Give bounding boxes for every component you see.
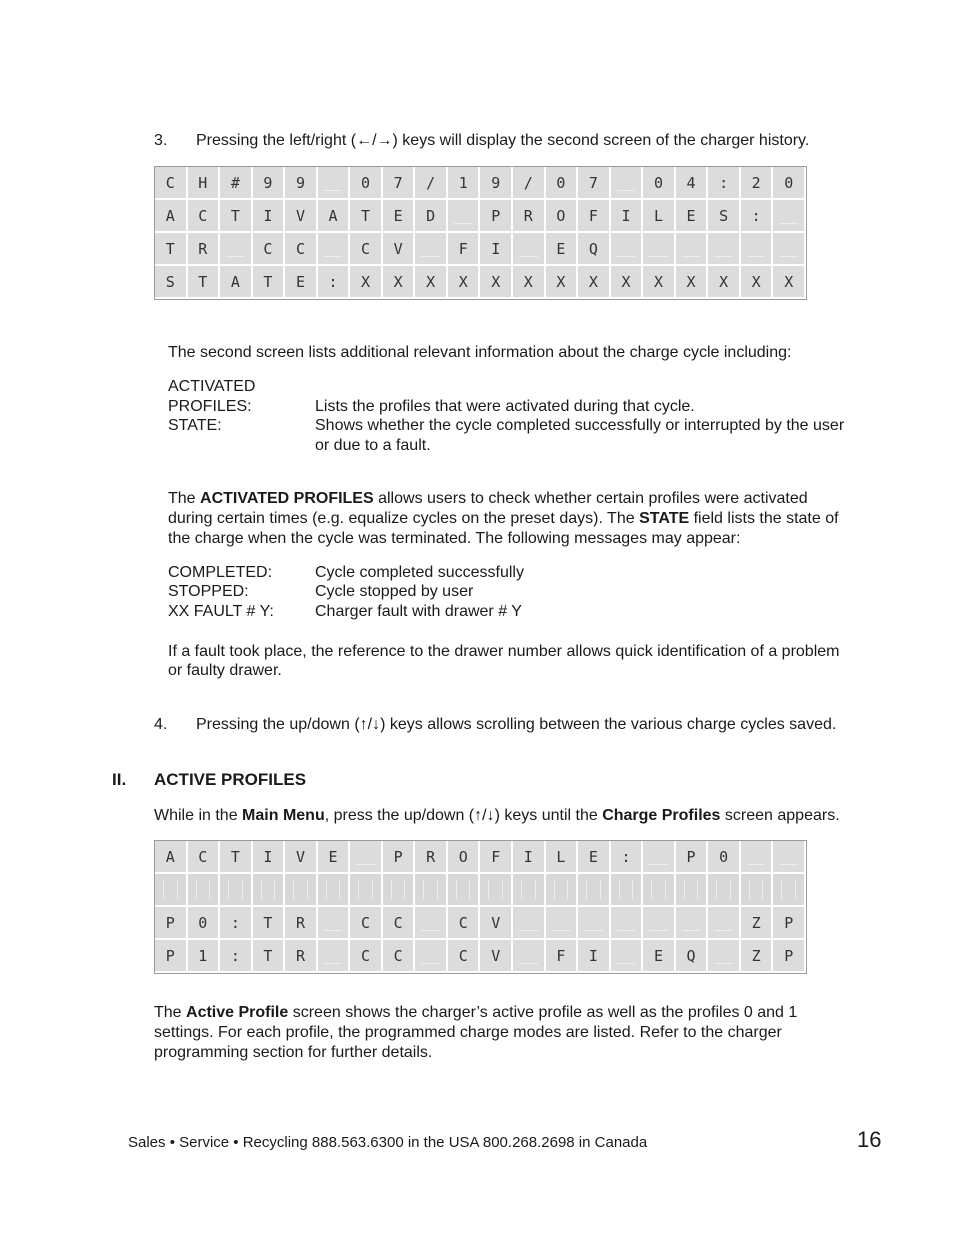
lcd-cell: A <box>155 200 188 233</box>
fault-para-line2: or faulty drawer. <box>168 662 282 679</box>
lcd-cell <box>611 874 644 907</box>
lcd-cell <box>578 907 611 940</box>
item-3-number: 3. <box>154 132 168 149</box>
def-term-profiles: PROFILES: <box>168 398 252 415</box>
state-term-stopped: STOPPED: <box>168 583 249 600</box>
lcd-cell: X <box>611 266 644 299</box>
activated-para-line2: during certain times (e.g. equalize cycles on the preset days). The STATE field lists the state of <box>168 510 839 527</box>
lcd-cell: 2 <box>741 167 774 200</box>
lcd-cell <box>741 233 774 266</box>
lcd-cell: 9 <box>253 167 286 200</box>
lcd-cell: P <box>676 841 709 874</box>
lcd-cell: T <box>155 233 188 266</box>
lcd-cell: : <box>220 907 253 940</box>
lcd-cell: V <box>285 200 318 233</box>
lcd-cell: P <box>773 907 806 940</box>
def-desc-profiles: Lists the profiles that were activated during that cycle. <box>315 398 695 415</box>
lcd-cell: T <box>253 907 286 940</box>
lcd-cell <box>318 940 351 973</box>
lcd-cell <box>611 233 644 266</box>
lcd-cell: 0 <box>350 167 383 200</box>
lcd-cell <box>513 233 546 266</box>
lcd-cell: C <box>188 200 221 233</box>
lcd-cell: Q <box>676 940 709 973</box>
lcd-cell: T <box>188 266 221 299</box>
item-4-number: 4. <box>154 716 168 733</box>
lcd-cell: : <box>318 266 351 299</box>
lcd-cell: C <box>188 841 221 874</box>
lcd-cell: F <box>448 233 481 266</box>
lcd-cell: C <box>350 233 383 266</box>
lcd-cell <box>773 200 806 233</box>
lcd-cell: X <box>383 266 416 299</box>
active-para-line1: The Active Profile screen shows the charger’s active profile as well as the profiles 0 and 1 <box>154 1004 798 1021</box>
lcd-cell: V <box>480 940 513 973</box>
lcd-cell <box>155 874 188 907</box>
lcd-cell: R <box>285 907 318 940</box>
lcd-cell: I <box>253 200 286 233</box>
lcd-cell: P <box>155 907 188 940</box>
lcd-cell: / <box>513 167 546 200</box>
lcd-cell: X <box>741 266 774 299</box>
lcd-cell <box>611 167 644 200</box>
lcd-cell: I <box>480 233 513 266</box>
lcd-cell <box>220 233 253 266</box>
lcd-cell: D <box>415 200 448 233</box>
section-number: II. <box>112 770 127 789</box>
lcd-cell: S <box>155 266 188 299</box>
lcd-cell: E <box>578 841 611 874</box>
lcd-cell: C <box>383 940 416 973</box>
state-desc-stopped: Cycle stopped by user <box>315 583 474 600</box>
state-term-completed: COMPLETED: <box>168 564 273 581</box>
lcd-cell <box>676 907 709 940</box>
lcd-cell <box>318 907 351 940</box>
lcd-cell <box>643 841 676 874</box>
lcd-cell: F <box>578 200 611 233</box>
lcd-cell: : <box>611 841 644 874</box>
lcd-cell: X <box>578 266 611 299</box>
lcd-cell: E <box>643 940 676 973</box>
lcd-cell: 0 <box>708 841 741 874</box>
lcd-cell <box>448 200 481 233</box>
lcd-cell <box>448 874 481 907</box>
lcd-cell <box>741 841 774 874</box>
lcd-cell: X <box>773 266 806 299</box>
lcd-cell: L <box>643 200 676 233</box>
lcd-cell: 0 <box>643 167 676 200</box>
lcd-cell <box>546 907 579 940</box>
lcd-cell <box>383 874 416 907</box>
lcd-cell: X <box>415 266 448 299</box>
state-term-fault: XX FAULT # Y: <box>168 603 274 620</box>
lcd-cell: : <box>708 167 741 200</box>
lcd-cell: Z <box>741 940 774 973</box>
lcd-cell <box>676 233 709 266</box>
lcd-cell: C <box>350 940 383 973</box>
item-3-text: Pressing the left/right (←/→) keys will display the second screen of the charger history. <box>196 132 810 149</box>
lcd-cell <box>513 940 546 973</box>
lcd-cell: T <box>220 841 253 874</box>
lcd-cell <box>220 874 253 907</box>
lcd-cell: C <box>155 167 188 200</box>
lcd-cell: 0 <box>546 167 579 200</box>
lcd-cell: I <box>611 200 644 233</box>
lcd-cell <box>513 874 546 907</box>
lcd-cell <box>676 874 709 907</box>
lcd-cell <box>611 940 644 973</box>
lcd-cell: 9 <box>480 167 513 200</box>
lcd-cell: Z <box>741 907 774 940</box>
lcd-cell: P <box>155 940 188 973</box>
lcd-cell: V <box>383 233 416 266</box>
fault-para-line1: If a fault took place, the reference to the drawer number allows quick identification of a problem <box>168 643 840 660</box>
lcd-cell: 9 <box>285 167 318 200</box>
lcd-cell <box>611 907 644 940</box>
activated-para-line3: the charge when the cycle was terminated. The following messages may appear: <box>168 530 741 547</box>
lcd-cell <box>480 874 513 907</box>
lcd-cell: X <box>480 266 513 299</box>
footer-text: Sales • Service • Recycling 888.563.6300 in the USA 800.268.2698 in Canada <box>128 1134 648 1151</box>
lcd-cell: P <box>480 200 513 233</box>
lcd-cell: 4 <box>676 167 709 200</box>
lcd-cell <box>188 874 221 907</box>
lcd-cell: S <box>708 200 741 233</box>
lcd-cell <box>285 874 318 907</box>
lcd-cell: Q <box>578 233 611 266</box>
lcd-cell: : <box>220 940 253 973</box>
lcd-cell: 1 <box>448 167 481 200</box>
activated-para-line1: The ACTIVATED PROFILES allows users to check whether certain profiles were activated <box>168 490 808 507</box>
active-profile-lcd-screen <box>154 840 807 974</box>
active-para-line2: settings. For each profile, the programmed charge modes are listed. Refer to the charger <box>154 1024 782 1041</box>
lcd-cell <box>708 233 741 266</box>
section-title: ACTIVE PROFILES <box>154 770 307 789</box>
lcd-cell <box>415 940 448 973</box>
item-4-text: Pressing the up/down (↑/↓) keys allows scrolling between the various charge cycles saved. <box>196 716 837 733</box>
lcd-cell: C <box>448 907 481 940</box>
lcd-cell: E <box>285 266 318 299</box>
lcd-cell: F <box>480 841 513 874</box>
lcd-cell: T <box>253 266 286 299</box>
lcd-cell <box>708 874 741 907</box>
lcd-cell <box>415 907 448 940</box>
lcd-cell <box>546 874 579 907</box>
def-term-activated: ACTIVATED <box>168 378 256 395</box>
lcd-cell: V <box>285 841 318 874</box>
lcd-cell: F <box>546 940 579 973</box>
lcd-cell: C <box>383 907 416 940</box>
lcd-cell: X <box>448 266 481 299</box>
lcd-cell: X <box>513 266 546 299</box>
lcd-cell: 0 <box>773 167 806 200</box>
lcd-cell: C <box>253 233 286 266</box>
lcd-cell: T <box>253 940 286 973</box>
lcd-cell <box>350 841 383 874</box>
charger-history-lcd-screen <box>154 166 807 300</box>
lcd-cell: C <box>285 233 318 266</box>
lcd-cell: I <box>578 940 611 973</box>
lcd-cell <box>643 874 676 907</box>
lcd-cell: O <box>448 841 481 874</box>
def-desc-state-line2: or due to a fault. <box>315 437 431 454</box>
lcd-cell <box>773 841 806 874</box>
lcd-cell: E <box>383 200 416 233</box>
lcd-cell <box>578 874 611 907</box>
lcd-cell: A <box>155 841 188 874</box>
lcd-cell: X <box>546 266 579 299</box>
state-desc-completed: Cycle completed successfully <box>315 564 524 581</box>
lcd-cell: X <box>350 266 383 299</box>
lcd-cell: E <box>676 200 709 233</box>
lcd-cell: T <box>220 200 253 233</box>
lcd-cell: V <box>480 907 513 940</box>
lcd-cell: A <box>318 200 351 233</box>
lcd-cell: R <box>415 841 448 874</box>
lcd-cell <box>708 940 741 973</box>
lcd-cell <box>318 167 351 200</box>
lcd-cell: P <box>383 841 416 874</box>
active-para-line3: programming section for further details. <box>154 1044 433 1061</box>
lcd-cell: P <box>773 940 806 973</box>
lcd-cell <box>513 907 546 940</box>
lcd-cell <box>643 233 676 266</box>
lcd-cell: 7 <box>578 167 611 200</box>
lcd-cell <box>318 874 351 907</box>
lcd-cell: T <box>350 200 383 233</box>
lcd-cell: H <box>188 167 221 200</box>
main-menu-para: While in the Main Menu, press the up/down (↑/↓) keys until the Charge Profiles screen appears. <box>154 807 840 824</box>
lcd-cell: R <box>188 233 221 266</box>
lcd-cell: X <box>708 266 741 299</box>
lcd-cell: X <box>676 266 709 299</box>
lcd-cell: C <box>350 907 383 940</box>
page-number: 16 <box>857 1127 882 1152</box>
lcd-cell: 1 <box>188 940 221 973</box>
lcd-cell: : <box>741 200 774 233</box>
lcd-cell: E <box>546 233 579 266</box>
second-screen-intro: The second screen lists additional relevant information about the charge cycle including: <box>168 344 792 361</box>
lcd-cell <box>773 233 806 266</box>
lcd-cell <box>350 874 383 907</box>
lcd-cell <box>318 233 351 266</box>
lcd-cell <box>253 874 286 907</box>
lcd-cell: 0 <box>188 907 221 940</box>
lcd-cell <box>708 907 741 940</box>
lcd-cell <box>741 874 774 907</box>
lcd-cell: I <box>253 841 286 874</box>
lcd-cell: A <box>220 266 253 299</box>
lcd-cell <box>643 907 676 940</box>
lcd-cell: E <box>318 841 351 874</box>
lcd-cell <box>415 233 448 266</box>
lcd-cell: R <box>513 200 546 233</box>
lcd-cell <box>415 874 448 907</box>
lcd-cell: O <box>546 200 579 233</box>
lcd-cell: # <box>220 167 253 200</box>
def-desc-state-line1: Shows whether the cycle completed successfully or interrupted by the user <box>315 417 845 434</box>
lcd-cell: R <box>285 940 318 973</box>
lcd-cell: C <box>448 940 481 973</box>
lcd-cell <box>773 874 806 907</box>
lcd-cell: I <box>513 841 546 874</box>
state-desc-fault: Charger fault with drawer # Y <box>315 603 522 620</box>
lcd-cell: 7 <box>383 167 416 200</box>
lcd-cell: / <box>415 167 448 200</box>
lcd-cell: L <box>546 841 579 874</box>
lcd-cell: X <box>643 266 676 299</box>
def-term-state: STATE: <box>168 417 222 434</box>
